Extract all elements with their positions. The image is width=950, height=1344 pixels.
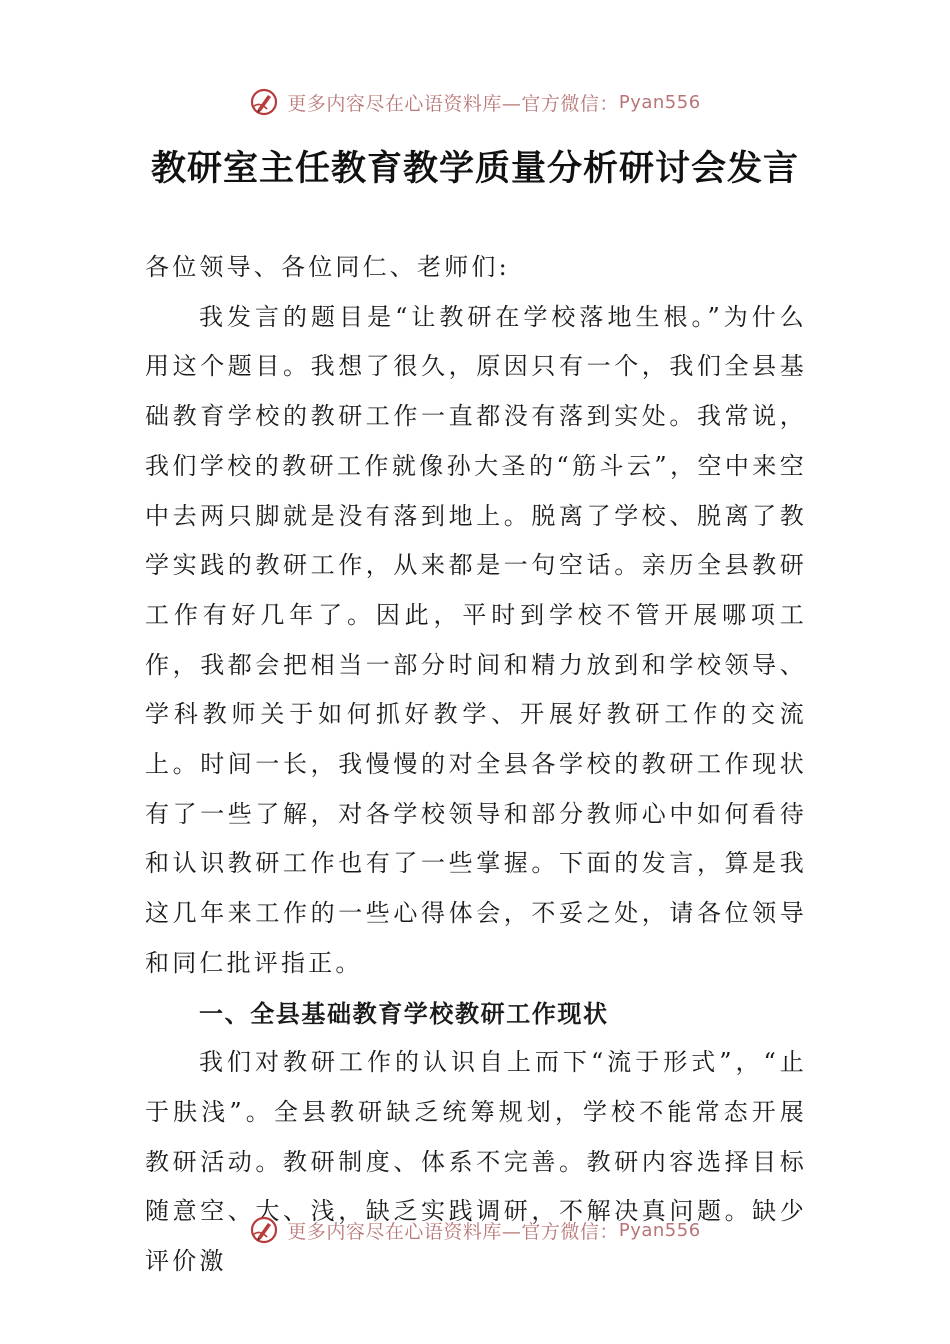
document-body (145, 243, 807, 1287)
watermark-text: 更多内容尽在心语资料库—官方微信： (287, 1220, 619, 1243)
body-paragraph-2: 我们对教研工作的认识自上而下“流于形式”，“止于肤浅”。全县教研缺乏统筹规划，学校不能常态开展教研活动。教研制度、体系不完善。教研内容选择目标随意空、大、浅，缺乏实践调研，不解决真问题。缺少评价激 (145, 1048, 807, 1276)
header-watermark (0, 86, 950, 118)
watermark-wechat-id: Pyan556 (618, 91, 701, 113)
body-paragraph-1: 我发言的题目是“让教研在学校落地生根。”为什么用这个题目。我想了很久，原因只有一个，我们全县基础教育学校的教研工作一直都没有落到实处。我常说，我们学校的教研工作就像孙大圣的“筋斗云”，空中来空中去两只脚就是没有落到地上。脱离了学校、脱离了教学实践的教研工作，从来都是一句空话。亲历全县教研工作有好几年了。因此，平时到学校不管开展哪项工作，我都会把相当一部分时间和精力放到和学校领导、学科教师关于如何抓好教学、开展好教研工作的交流上。时间一长，我慢慢的对全县各学校的教研工作现状有了一些了解，对各学校领导和部分教师心中如何看待和认识教研工作也有了一些掌握。下面的发言，算是我这几年来工作的一些心得体会，不妥之处，请各位领导和同仁批评指正。 (145, 302, 807, 977)
watermark-text: 更多内容尽在心语资料库—官方微信： (287, 92, 619, 115)
footer-watermark (0, 1214, 950, 1246)
pen-logo-icon (249, 87, 279, 117)
section-heading-1: 一、全县基础教育学校教研工作现状 (199, 998, 609, 1028)
pen-logo-icon (249, 1215, 279, 1245)
watermark-wechat-id: Pyan556 (618, 1219, 701, 1241)
document-title: 教研室主任教育教学质量分析研讨会发言 (150, 148, 799, 189)
salutation: 各位领导、各位同仁、老师们: (145, 253, 510, 281)
